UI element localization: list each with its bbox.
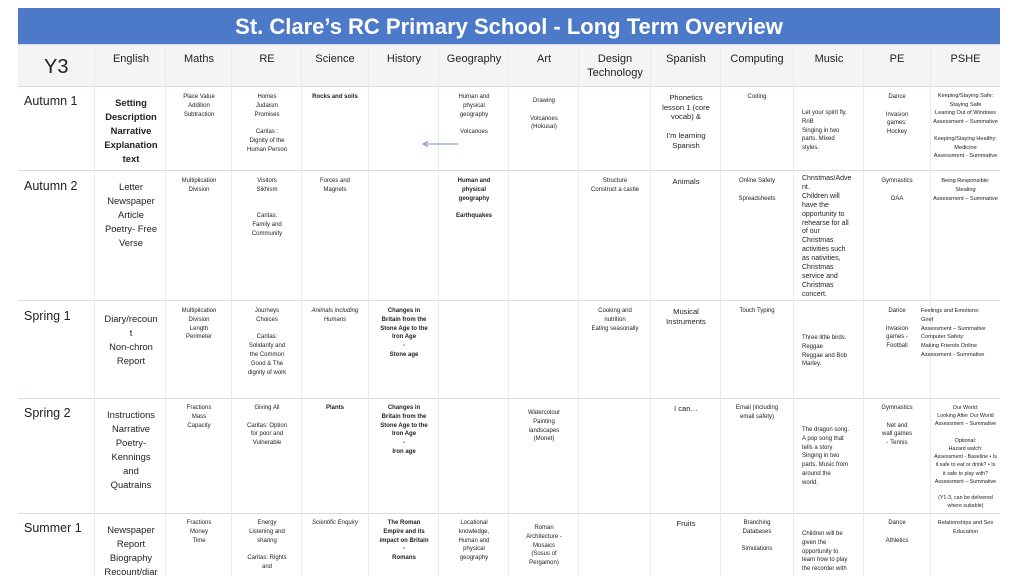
header-science: Science [315,53,355,65]
cell-autumn1-art: Drawing Volcanoes (Hokusai) [530,98,558,131]
year-label: Y3 [44,56,69,78]
cell-autumn2-science: Forces and Magnets [319,178,350,193]
header-geography: Geography [446,53,502,65]
cell-summer1-geography: Locational knowledge, Human and physical geography [458,520,490,562]
cell-spring1-pshe: Feelings and Emotions: Grief Assessment – Summative Computer Safety: Making Friends Online Assessment - Summative [921,308,986,358]
cell-autumn2-computing: Online Safety Spreadsheets [738,178,776,202]
cell-summer1-history: The Roman Empire and its impact on Britain - Romans [379,520,429,562]
cell-spring2-music: The dragon song. A pop song that tells a story Singing in two parts. Music from around the world. [802,427,850,486]
header-design-technology: Design Technology [587,53,643,79]
cell-summer1-re: Energy Listening and sharing Caritas: Rights and [247,520,287,570]
cell-autumn1-computing: Coding [747,94,767,100]
cell-autumn2-re: Visitors Sikhism Caritas: Family and Community [251,178,283,237]
cell-autumn2-geography: Human and physical geography Earthquakes [455,178,492,220]
cell-summer1-pe: Dance Athletics [885,520,909,544]
cell-autumn2-dt: Structure Construct a castle [590,178,640,193]
cell-autumn1-music: Let your spirit fly. RnB Singing in two parts. Mixed styles. [802,110,847,152]
cell-spring1-music: Three little birds. Reggae Reggae and Bob Marley. [802,335,848,368]
cell-autumn2-english: Letter Newspaper Article Poetry- Free Verse [104,181,158,248]
cell-spring2-pe: Gymnastics Net and wall games - Tennis [881,405,913,447]
cell-spring1-science: Animals including Humans [311,308,359,323]
cell-spring2-computing: Email (including email safety) [735,405,779,420]
header-pe: PE [889,53,905,65]
header-history: History [386,53,422,65]
cell-spring1-dt: Cooking and nutrition Eating seasonally [591,308,639,332]
cell-spring2-re: Giving All Caritas: Option for poor and Vulnerable [246,405,288,447]
cell-autumn1-english: Setting Description Narrative Explanation text [104,97,158,164]
term-spring-2: Spring 2 [24,406,71,420]
cell-summer1-science: Scientific Enquiry [311,520,359,526]
header-pshe: PSHE [950,53,981,65]
cell-summer1-english: Newspaper Report Biography Recount/diar [104,524,158,576]
header-re: RE [259,53,275,65]
header-music: Music [814,53,844,65]
cell-spring2-history: Changes in Britain from the Stone Age to the Iron Age - Iron age [380,405,428,455]
cell-autumn1-maths: Place Value Addition Subtraction [183,94,215,118]
cell-spring2-science: Plants [325,405,344,411]
cell-autumn1-re: Homes Judaism Promises Caritas : Dignity of the Human Person [246,94,288,153]
cell-autumn1-pe: Dance Invasion games: Hockey [885,94,909,136]
cell-autumn1-science: Rocks and soils [312,94,358,100]
cell-spring1-computing: Touch Typing [739,308,775,314]
cell-autumn1-spanish: Phonetics lesson 1 (core vocab) & I’m learning Spanish [662,93,710,150]
cell-summer1-computing: Branching Databases Simulations [741,520,773,553]
col-divider [94,44,95,576]
header-maths: Maths [184,53,214,65]
term-spring-1: Spring 1 [24,309,71,323]
header-spanish: Spanish [666,53,706,65]
cell-autumn2-spanish: Animals [672,177,700,186]
cell-spring1-spanish: Musical Instruments [666,307,706,326]
cell-autumn2-music: Christmas/Adve nt. Children will have the opportunity to rehearse for all of our Christmas activities such as nativities, Christmas service and Christmas concert. [802,175,852,298]
cell-autumn2-pshe: Being Responsible: Stealing Assessment – Summative [933,178,998,202]
header-computing: Computing [730,53,784,65]
cell-summer1-spanish: Fruits [676,519,696,528]
term-autumn-2: Autumn 2 [24,179,78,193]
cell-spring1-re: Journeys Choices Caritas: Solidarity and the Common Good & The dignity of work [247,308,287,376]
col-divider [793,44,794,576]
cell-spring1-history: Changes in Britain from the Stone Age to the Iron Age - Stone age [380,308,428,358]
cell-autumn2-pe: Gymnastics OAA [881,178,913,202]
term-summer-1: Summer 1 [24,521,82,535]
cell-summer1-music: Children will be given the opportunity to learn how to play the recorder with [802,531,848,573]
cell-autumn1-geography: Human and physical geography Volcanoes [458,94,490,136]
cell-spring1-english: Diary/recoun t Non-chron Report [104,313,158,366]
cell-autumn1-pshe: Keeping/Staying Safe: Staying Safe Leaning Out of Windows Assessment – Summative Keeping/Staying Healthy: Medicine Assessment - Summative [933,93,998,160]
cell-summer1-art: Roman Architecture - Mosaics (Sosus of Pergamon) [526,525,562,567]
cell-summer1-pshe: Relationships and Sex Education [937,520,994,535]
cell-summer1-maths: Fractions Money Time [186,520,212,544]
page-title: St. Clare’s RC Primary School - Long Term Overview [18,8,1000,44]
term-autumn-1: Autumn 1 [24,94,78,108]
cell-spring1-pe: Dance Invasion games - Football [885,308,909,350]
left-arrow-icon [422,141,458,147]
cell-spring2-spanish: I can… [673,404,699,413]
cell-autumn2-maths: Multiplication Division [181,178,217,193]
cell-spring2-maths: Fractions Mass Capacity [186,405,212,429]
cell-spring2-pshe: Our World: Looking After Our World Assessment – Summative Optional: Hazard watch: Assessment - Baseline • Is it safe to eat or drink? • Is it safe to play with? Assessment – Summative (Y1-3, can be delivered where suitable) [934,405,997,510]
overview-table [18,44,1000,576]
header-english: English [112,53,150,65]
cell-spring2-art: Watercolour Painting landscapes (Monet) [527,410,561,443]
cell-spring2-english: Instructions Narrative Poetry- Kennings and Quatrains [107,409,155,490]
cell-spring1-maths: Multiplication Division Length Perimeter [181,308,217,341]
header-art: Art [536,53,552,65]
